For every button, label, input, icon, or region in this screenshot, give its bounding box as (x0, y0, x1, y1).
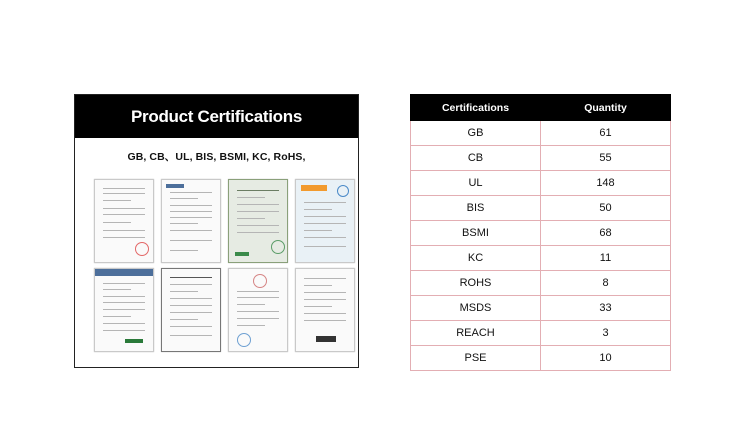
certificate-image (295, 179, 355, 263)
cert-name: BSMI (411, 221, 541, 246)
table-row (411, 346, 671, 371)
cert-quantity: 33 (541, 296, 671, 321)
cert-name: BIS (411, 196, 541, 221)
cert-quantity: 68 (541, 221, 671, 246)
cert-name: UL (411, 171, 541, 196)
table-row (411, 296, 671, 321)
cert-name: KC (411, 246, 541, 271)
cert-quantity: 148 (541, 171, 671, 196)
table-row (411, 146, 671, 171)
certificate-image (161, 179, 221, 263)
cert-name: ROHS (411, 271, 541, 296)
table-header-row (411, 95, 671, 121)
cert-name: PSE (411, 346, 541, 371)
table-row (411, 121, 671, 146)
certifications-panel (74, 94, 359, 368)
certificate-image (228, 179, 288, 263)
certificate-image (94, 179, 154, 263)
table-row (411, 246, 671, 271)
cert-quantity: 3 (541, 321, 671, 346)
cert-quantity: 55 (541, 146, 671, 171)
certifications-table (410, 94, 671, 371)
cert-quantity: 10 (541, 346, 671, 371)
cert-name: CB (411, 146, 541, 171)
cert-quantity: 61 (541, 121, 671, 146)
cert-name: MSDS (411, 296, 541, 321)
table-row (411, 221, 671, 246)
panel-title: Product Certifications (75, 95, 358, 138)
certificate-image (161, 268, 221, 352)
certificate-thumbnails (94, 179, 353, 352)
cert-quantity: 8 (541, 271, 671, 296)
panel-subtitle: GB, CB、UL, BIS, BSMI, KC, RoHS, (127, 151, 306, 163)
certificate-image (228, 268, 288, 352)
table-row (411, 271, 671, 296)
table-row (411, 171, 671, 196)
table-row (411, 196, 671, 221)
cert-name: REACH (411, 321, 541, 346)
header-quantity: Quantity (541, 95, 671, 121)
cert-name: GB (411, 121, 541, 146)
cert-quantity: 50 (541, 196, 671, 221)
cert-quantity: 11 (541, 246, 671, 271)
header-certifications: Certifications (411, 95, 541, 121)
certificate-image (94, 268, 154, 352)
certificate-image (295, 268, 355, 352)
table-row (411, 321, 671, 346)
